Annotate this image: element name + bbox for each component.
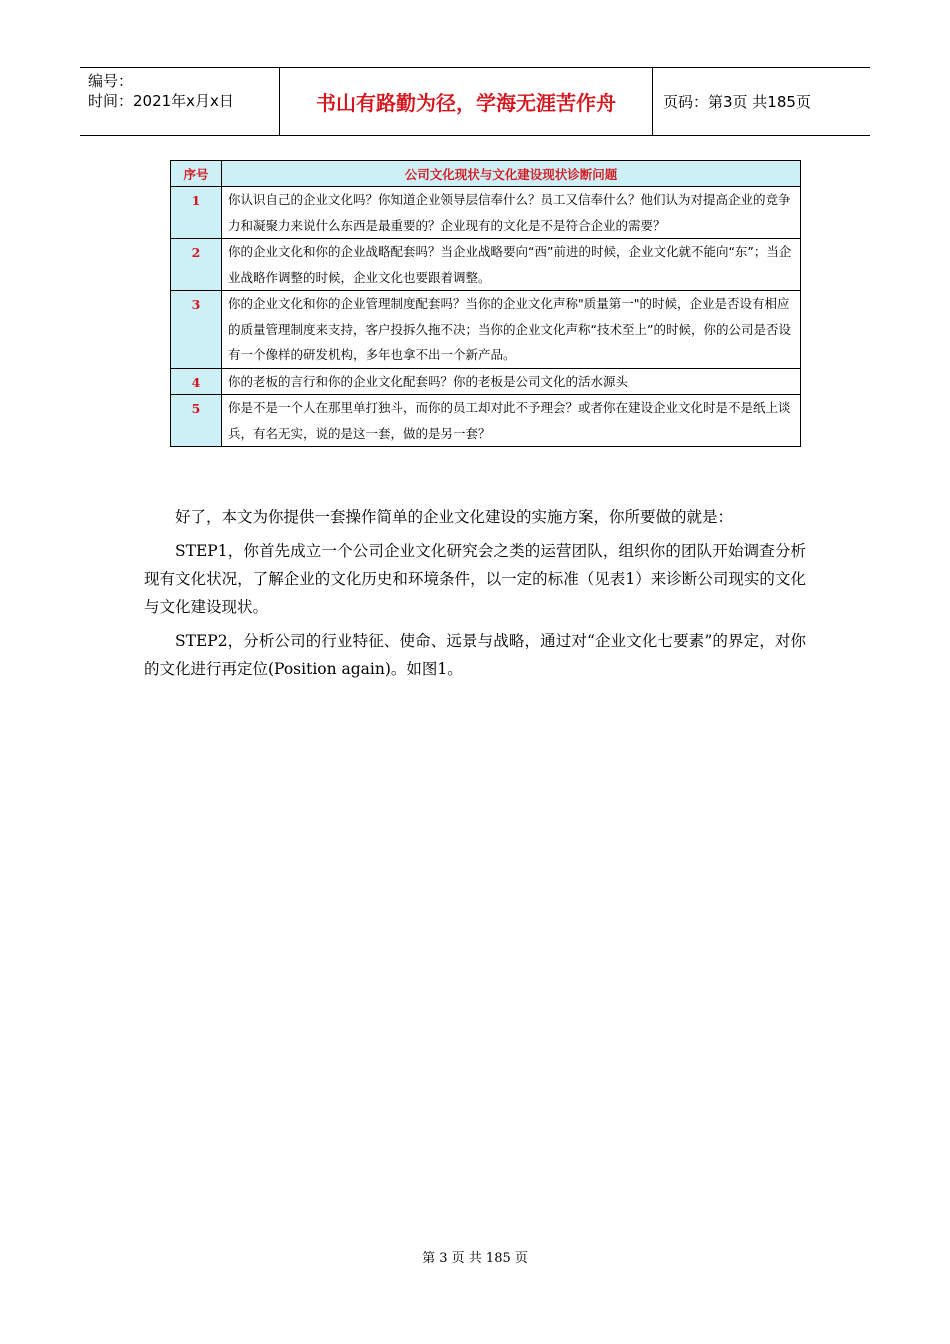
- table-row: [171, 291, 801, 369]
- table-header-row: [171, 161, 801, 187]
- row-number: 5: [171, 395, 222, 447]
- table-row: [171, 187, 801, 239]
- diagnosis-table: [170, 160, 801, 447]
- document-date: 时间：2021年x月x日: [88, 92, 234, 110]
- row-question: 你是不是一个人在那里单打独斗，而你的员工却对此不予理会？或者你在建设企业文化时是不是纸上谈兵，有名无实，说的是这一套，做的是另一套？: [222, 395, 801, 447]
- page-header: [80, 67, 870, 136]
- table-row: [171, 395, 801, 447]
- row-question: 你的企业文化和你的企业管理制度配套吗？当你的企业文化声称"质量第一"的时候，企业是否设有相应的质量管理制度来支持，客户投拆久拖不决；当你的企业文化声称“技术至上”的时候，你的公司是否设有一个像样的研发机构，多年也拿不出一个新产品。: [222, 291, 801, 369]
- body-text: [144, 503, 806, 689]
- row-number: 1: [171, 187, 222, 239]
- row-question: 你的企业文化和你的企业战略配套吗？当企业战略要向“西”前进的时候，企业文化就不能向“东”；当企业战略作调整的时候，企业文化也要跟着调整。: [222, 239, 801, 291]
- row-number: 4: [171, 368, 222, 395]
- paragraph-intro: 好了，本文为你提供一套操作简单的企业文化建设的实施方案，你所要做的就是：: [175, 508, 734, 526]
- document-number-label: 编号：: [88, 72, 134, 90]
- row-question: 你认识自己的企业文化吗？你知道企业领导层信奉什么？员工又信奉什么？他们认为对提高企业的竞争力和凝聚力来说什么东西是最重要的？企业现有的文化是不是符合企业的需要？: [222, 187, 801, 239]
- header-meta: [80, 68, 280, 135]
- paragraph-step1: STEP1，你首先成立一个公司企业文化研究会之类的运营团队，组织你的团队开始调查分析现有文化状况，了解企业的文化历史和环境条件，以一定的标准（见表1）来诊断公司现实的文化与文化建设现状。: [144, 542, 806, 616]
- column-header-question: 公司文化现状与文化建设现状诊断问题: [222, 161, 801, 187]
- column-header-number: 序号: [171, 161, 222, 187]
- row-number: 2: [171, 239, 222, 291]
- table-row: [171, 368, 801, 395]
- header-motto: 书山有路勤为径，学海无涯苦作舟: [280, 68, 653, 135]
- page-footer: 第 3 页 共 185 页: [422, 1251, 528, 1266]
- paragraph-step2: STEP2，分析公司的行业特征、使命、远景与战略，通过对“企业文化七要素”的界定，对你的文化进行再定位(Position again)。如图1。: [144, 632, 806, 678]
- row-question: 你的老板的言行和你的企业文化配套吗？你的老板是公司文化的活水源头: [222, 368, 801, 395]
- row-number: 3: [171, 291, 222, 369]
- table-row: [171, 239, 801, 291]
- header-page-info: 页码：第3页 共185页: [663, 93, 811, 111]
